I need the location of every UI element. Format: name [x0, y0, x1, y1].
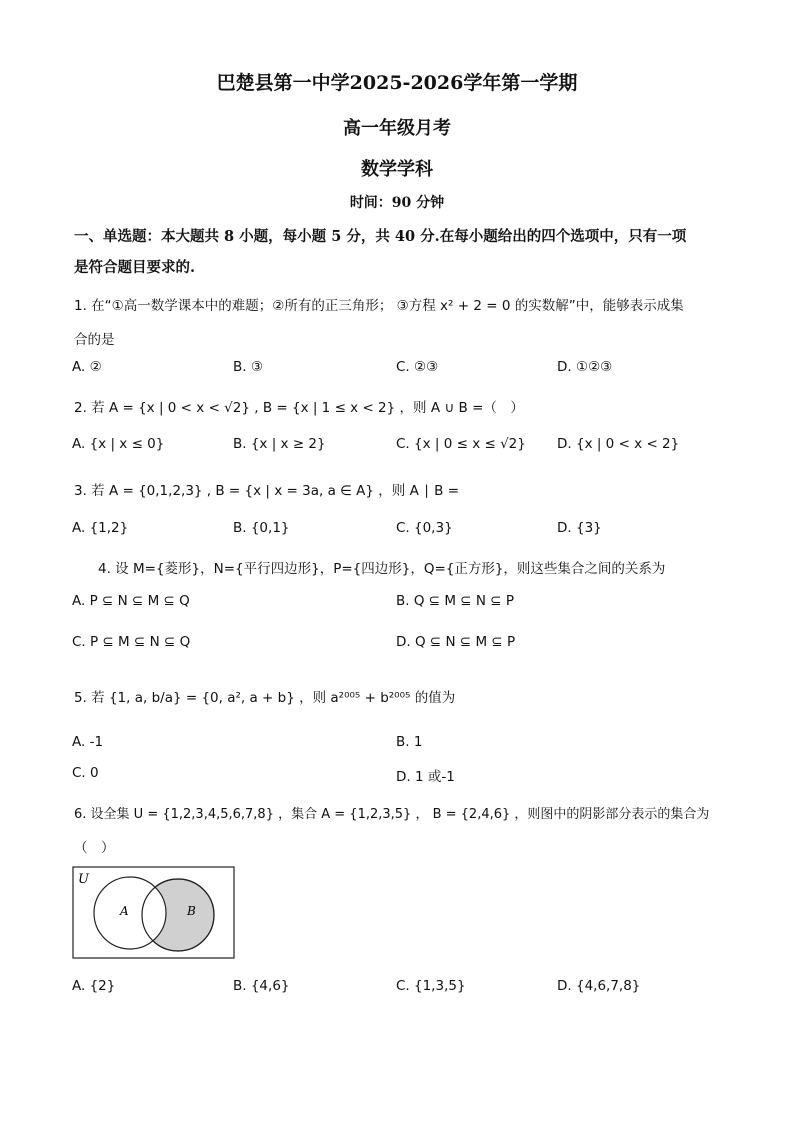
question-2-option-d[interactable]: D. {x | 0 < x < 2}	[557, 436, 680, 452]
question-1-stem: 1. 在“①高一数学课本中的难题；②所有的正三角形； ③方程 x² + 2 = 0 的实数解”中，能够表示成集	[74, 298, 684, 314]
question-3-option-a[interactable]: A. {1,2}	[72, 520, 129, 536]
exam-subtitle: 高一年级月考	[343, 118, 451, 139]
question-6-option-c[interactable]: C. {1,3,5}	[396, 978, 466, 994]
question-6-stem-cont: （ ）	[74, 840, 115, 856]
question-5-option-c[interactable]: C. 0	[72, 765, 99, 781]
question-6-option-a[interactable]: A. {2}	[72, 978, 116, 994]
section-heading-line1: 一、单选题：本大题共 8 小题，每小题 5 分，共 40 分.在每小题给出的四个选项中，只有一项	[74, 228, 687, 245]
question-6-option-d[interactable]: D. {4,6,7,8}	[557, 978, 641, 994]
exam-time: 时间：90 分钟	[349, 195, 445, 211]
exam-subject: 数学学科	[361, 159, 433, 180]
question-4-option-b[interactable]: B. Q ⊆ M ⊆ N ⊆ P	[396, 593, 515, 609]
question-4-option-d[interactable]: D. Q ⊆ N ⊆ M ⊆ P	[396, 634, 516, 650]
question-3-option-d[interactable]: D. {3}	[557, 520, 602, 536]
question-1-stem-cont: 合的是	[74, 332, 115, 348]
question-1-option-a[interactable]: A. ②	[72, 359, 102, 375]
section-heading-line2: 是符合题目要求的.	[74, 259, 196, 276]
question-5-option-b[interactable]: B. 1	[396, 734, 423, 750]
question-5-option-d[interactable]: D. 1 或-1	[396, 769, 455, 785]
question-2-stem: 2. 若 A = {x | 0 < x < √2} , B = {x | 1 ≤ x < 2} ，则 A ∪ B =（ ）	[74, 400, 524, 416]
question-2-option-b[interactable]: B. {x | x ≥ 2}	[233, 436, 326, 452]
question-1-option-b[interactable]: B. ③	[233, 359, 263, 375]
question-2-option-c[interactable]: C. {x | 0 ≤ x ≤ √2}	[396, 436, 526, 452]
set-a-label: A	[120, 904, 129, 918]
question-5-stem: 5. 若 {1, a, b/a} = {0, a², a + b} ，则 a²⁰⁰⁵ + b²⁰⁰⁵ 的值为	[74, 690, 456, 706]
question-4-option-a[interactable]: A. P ⊆ N ⊆ M ⊆ Q	[72, 593, 190, 609]
question-3-option-b[interactable]: B. {0,1}	[233, 520, 290, 536]
question-4-option-c[interactable]: C. P ⊆ M ⊆ N ⊆ Q	[72, 634, 191, 650]
question-3-option-c[interactable]: C. {0,3}	[396, 520, 453, 536]
question-1-option-d[interactable]: D. ①②③	[557, 359, 613, 375]
question-6-option-b[interactable]: B. {4,6}	[233, 978, 290, 994]
question-5-option-a[interactable]: A. -1	[72, 734, 104, 750]
universe-label: U	[78, 872, 89, 887]
set-b-label: B	[187, 904, 196, 918]
exam-title: 巴楚县第一中学2025-2026学年第一学期	[216, 72, 578, 94]
question-4-stem: 4. 设 M={菱形}，N={平行四边形}，P={四边形}，Q={正方形}，则这些集合之间的关系为	[98, 561, 666, 577]
question-6-stem: 6. 设全集 U = {1,2,3,4,5,6,7,8} ，集合 A = {1,2,3,5} ， B = {2,4,6} ，则图中的阴影部分表示的集合为	[74, 807, 710, 822]
question-2-option-a[interactable]: A. {x | x ≤ 0}	[72, 436, 165, 452]
question-1-option-c[interactable]: C. ②③	[396, 359, 439, 375]
venn-diagram	[72, 866, 236, 960]
question-3-stem: 3. 若 A = {0,1,2,3} , B = {x | x = 3a, a ∈ A} ，则 A ∣ B =	[74, 483, 460, 499]
